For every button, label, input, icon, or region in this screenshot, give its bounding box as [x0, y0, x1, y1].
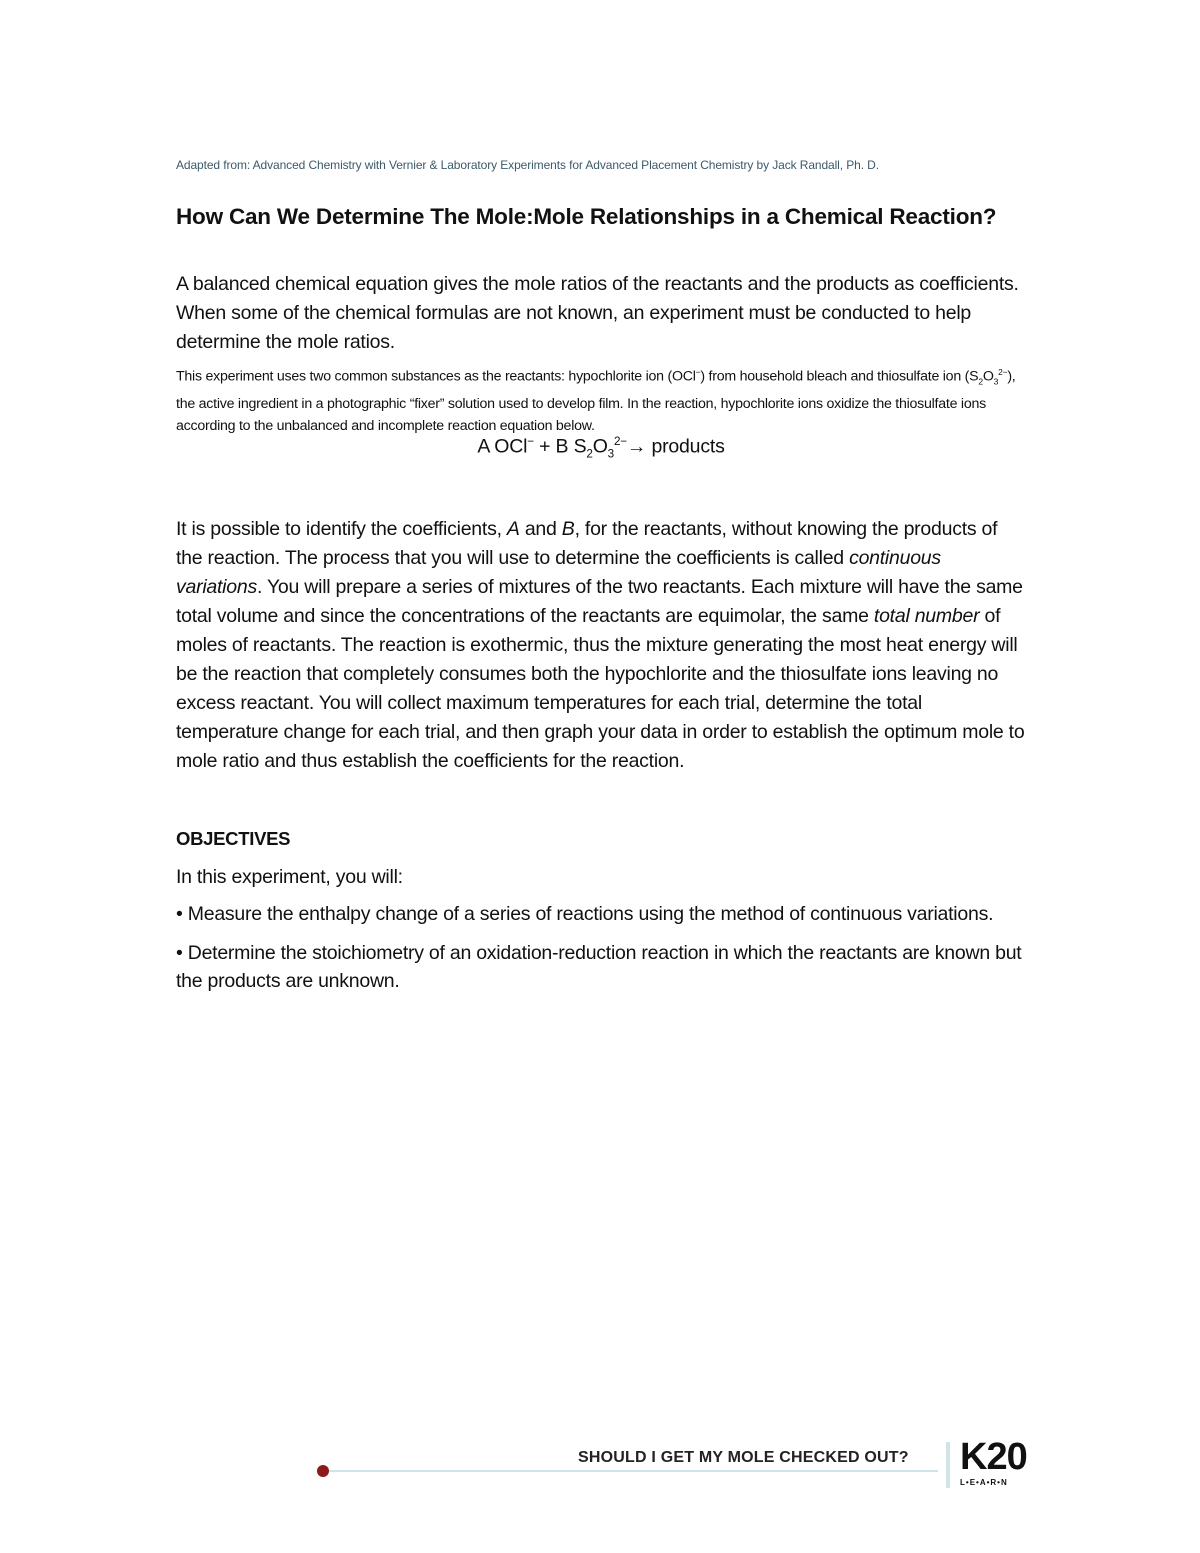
footer-title: SHOULD I GET MY MOLE CHECKED OUT? — [578, 1449, 909, 1466]
logo-main-text: K20 — [960, 1436, 1027, 1478]
intro-paragraph: A balanced chemical equation gives the mole ratios of the reactants and the products as coefficients. When some of the chemical formulas are not known, an experiment must be conducted to help determine the mole ratios. — [176, 273, 1019, 353]
footer-rule — [329, 1470, 938, 1472]
objective-item: • Determine the stoichiometry of an oxidation-reduction reaction in which the reactants are known but the products are unknown. — [176, 941, 1022, 992]
footer-separator — [946, 1442, 950, 1488]
objective-item: • Measure the enthalpy change of a series of reactions using the method of continuous variations. — [176, 902, 994, 925]
reactants-paragraph: This experiment uses two common substances as the reactants: hypochlorite ion (OCl−) from household bleach and thiosulfate ion $(S_2O_3^{2-})$, the active ingredient in a photographic “fixer” solution used to develop film. In the reaction, hypochlorite ions oxidize the thiosulfate ions according to the unbalanced and incomplete reaction equation below. — [176, 367, 1016, 434]
objectives-heading: OBJECTIVES — [176, 827, 291, 849]
k20-logo — [960, 1438, 1028, 1490]
footer-dot — [317, 1465, 329, 1477]
objectives-intro: In this experiment, you will: — [176, 865, 403, 888]
coefficients-paragraph: It is possible to identify the coefficients, A and B, for the reactants, without knowing the products of the reaction. The process that you will use to determine the coefficients is called continuous variations. You will prepare a series of mixtures of the two reactants. Each mixture will have the same total volume and since the concentrations of the reactants are equimolar, the same total number of moles of reactants. The reaction is exothermic, thus the mixture generating the most heat energy will be the reaction that completely consumes both the hypochlorite and the thiosulfate ions leaving no excess reactant. You will collect maximum temperatures for each trial, determine the total temperature change for each trial, and then graph your data in order to establish the optimum mole to mole ratio and thus establish the coefficients for the reaction. — [176, 517, 1025, 772]
reaction-equation: A OCl− + B $S_2O_3^{2-}\to$ products — [477, 434, 725, 460]
document-body — [176, 158, 1026, 995]
logo-sub-text: L•E•A•R•N — [960, 1478, 1008, 1487]
page-title: How Can We Determine The Mole:Mole Relationships in a Chemical Reaction? — [176, 204, 997, 229]
attribution: Adapted from: Advanced Chemistry with Vernier & Laboratory Experiments for Advanced Placement Chemistry by Jack Randall, Ph. D. — [176, 158, 879, 172]
